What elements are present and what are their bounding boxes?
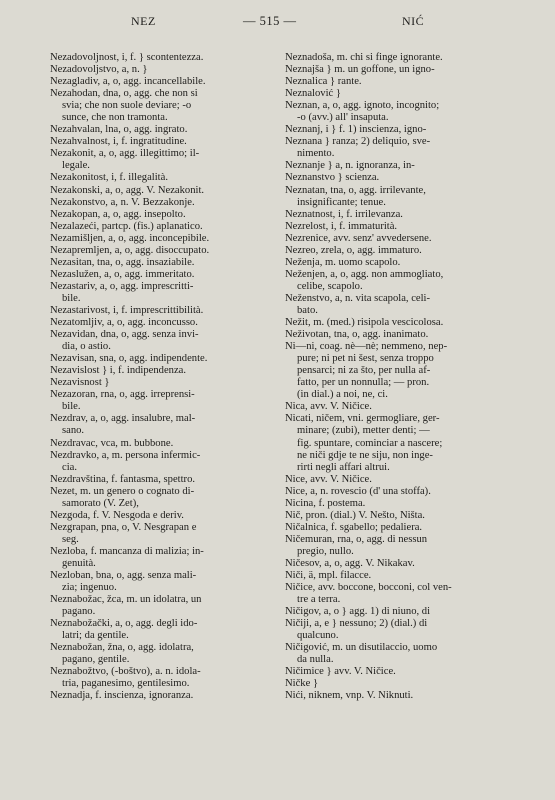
dictionary-line: Nezasitan, tna, o, agg. insaziabile. bbox=[50, 256, 195, 268]
dictionary-line: Nezalazeći, partcp. (fis.) aplanatico. bbox=[50, 220, 203, 232]
dictionary-line: pagano. bbox=[62, 606, 96, 618]
dictionary-line: Nezloba, f. mancanza di malizia; in- bbox=[50, 545, 204, 557]
dictionary-line: Nezrelost, i, f. immaturità. bbox=[285, 220, 398, 232]
dictionary-line: -o (avv.) all' insaputa. bbox=[297, 112, 389, 124]
dictionary-line: Ničemuran, rna, o, agg. di nessun bbox=[285, 533, 428, 545]
dictionary-line: minare; (zubi), metter denti; — bbox=[297, 425, 430, 437]
dictionary-line: Ničiji, a, e } nessuno; 2) (dial.) di bbox=[285, 618, 428, 630]
dictionary-line: qualcuno. bbox=[297, 630, 339, 642]
dictionary-line: Nezagladiv, a, o, agg. incancellabile. bbox=[50, 76, 206, 88]
dictionary-line: Nezahodan, dna, o, agg. che non si bbox=[50, 88, 198, 100]
dictionary-line: rirti negli affari altrui. bbox=[297, 461, 390, 473]
dictionary-line: tre a terra. bbox=[297, 594, 341, 606]
dictionary-line: Nezakonstvo, a, n. V. Bezzakonje. bbox=[50, 196, 195, 208]
dictionary-line: Nezdravac, vca, m. bubbone. bbox=[50, 437, 174, 449]
dictionary-line: Nezloban, bna, o, agg. senza mali- bbox=[50, 570, 197, 582]
dictionary-line: Nezreo, zrela, o, agg. immaturo. bbox=[285, 244, 422, 256]
dictionary-line: cia. bbox=[62, 461, 77, 473]
dictionary-line: Ničke } bbox=[285, 678, 319, 690]
dictionary-line: sunce, che non tramonta. bbox=[62, 112, 168, 124]
dictionary-line: Neznabožac, žca, m. un idolatra, un bbox=[50, 594, 202, 606]
dictionary-line: Ničesov, a, o, agg. V. Nikakav. bbox=[285, 557, 415, 569]
dictionary-line: fatto, per un nonnulla; — pron. bbox=[297, 377, 430, 389]
dictionary-line: latri; da gentile. bbox=[62, 630, 129, 642]
dictionary-line: Nezdrav, a, o, agg. insalubre, mal- bbox=[50, 413, 196, 425]
dictionary-line: pregio, nullo. bbox=[297, 545, 354, 557]
dictionary-line: Neženstvo, a, n. vita scapola, celi- bbox=[285, 292, 431, 304]
dictionary-line: seg. bbox=[62, 533, 79, 545]
dictionary-line: Neznabožan, žna, o, agg. idolatra, bbox=[50, 642, 194, 654]
dictionary-line: dia, o astio. bbox=[62, 341, 111, 353]
dictionary-line: Nezazoran, rna, o, agg. irreprensi- bbox=[50, 389, 195, 401]
right-column bbox=[285, 52, 507, 703]
dictionary-line: Nezavidan, dna, o, agg. senza invi- bbox=[50, 329, 199, 341]
dictionary-line: Neznabožački, a, o, agg. degli ido- bbox=[50, 618, 198, 630]
dictionary-line: Ničimice } avv. V. Ničice. bbox=[285, 666, 396, 678]
dictionary-line: Nezadovoljnost, i, f. } scontentezza. bbox=[50, 52, 204, 63]
dictionary-line: Nezrenice, avv. senz' avvedersene. bbox=[285, 232, 432, 244]
dictionary-line: Neznana } ranza; 2) deliquio, sve- bbox=[285, 136, 431, 148]
dictionary-line: Neznalica } rante. bbox=[285, 76, 362, 88]
dictionary-line: Nezamišljen, a, o, agg. inconcepibile. bbox=[50, 232, 210, 244]
dictionary-line: da nulla. bbox=[297, 654, 334, 666]
dictionary-line: pagano, gentile. bbox=[62, 654, 130, 666]
dictionary-line: svia; che non suole deviare; -o bbox=[62, 100, 192, 112]
dictionary-line: Neznanje } a, n. ignoranza, in- bbox=[285, 160, 415, 172]
left-column bbox=[50, 52, 282, 703]
dictionary-line: Neznatnost, i, f. irrilevanza. bbox=[285, 208, 403, 220]
dictionary-line: Nezastariv, a, o, agg. imprescritti- bbox=[50, 280, 194, 292]
dictionary-line: genuità. bbox=[62, 557, 96, 569]
dictionary-line: Nezakonski, a, o, agg. V. Nezakonit. bbox=[50, 184, 205, 196]
dictionary-line: Nezdravko, a, m. persona infermic- bbox=[50, 449, 201, 461]
dictionary-line: Neženja, m. uomo scapolo. bbox=[285, 256, 401, 268]
dictionary-line: pensarci; ni za što, per nulla af- bbox=[297, 365, 431, 377]
dictionary-line: Nice, avv. V. Ničice. bbox=[285, 473, 372, 485]
dictionary-line: Neznabožtvo, (-boštvo), a. n. idola- bbox=[50, 666, 201, 678]
dictionary-line: Nezastarivost, i, f. imprescrittibilità. bbox=[50, 304, 204, 316]
running-head-right: NIĆ bbox=[402, 14, 425, 28]
dictionary-line: Nezet, m. un genero o cognato di- bbox=[50, 485, 195, 497]
dictionary-line: Niči, ä, mpl. filacce. bbox=[285, 570, 372, 582]
dictionary-line: Nezavisnost } bbox=[50, 377, 110, 389]
dictionary-line: Neznadja, f. inscienza, ignoranza. bbox=[50, 690, 194, 702]
dictionary-line: Ničice, avv. boccone, bocconi, col ven- bbox=[285, 582, 452, 594]
dictionary-line: Nezapremljen, a, o, agg. disoccupato. bbox=[50, 244, 210, 256]
dictionary-line: Nezahvalnost, i, f. ingratitudine. bbox=[50, 136, 187, 148]
dictionary-line: Ničigović, m. un disutilaccio, uomo bbox=[285, 642, 438, 654]
dictionary-line: insignificante; tenue. bbox=[297, 196, 386, 208]
dictionary-line: Nica, avv. V. Ničice. bbox=[285, 401, 372, 413]
dictionary-line: Neženjen, a, o, agg. non ammogliato, bbox=[285, 268, 444, 280]
dictionary-line: nimento. bbox=[297, 148, 335, 160]
dictionary-line: Nezdravština, f. fantasma, spettro. bbox=[50, 473, 196, 485]
dictionary-line: Nezavisan, sna, o, agg. indipendente. bbox=[50, 353, 208, 365]
dictionary-line: Nicina, f. postema. bbox=[285, 497, 366, 509]
dictionary-line: Nezavislost } i, f. indipendenza. bbox=[50, 365, 186, 377]
dictionary-line: Neznan, a, o, agg. ignoto, incognito; bbox=[285, 100, 440, 112]
dictionary-line: bato. bbox=[297, 304, 318, 316]
dictionary-line: Neživotan, tna, o, agg. inanimato. bbox=[285, 329, 429, 341]
dictionary-line: Nezgoda, f. V. Nesgoda e deriv. bbox=[50, 509, 184, 521]
dictionary-line: zia; ingenuo. bbox=[62, 582, 117, 594]
dictionary-line: Nezgrapan, pna, o, V. Nesgrapan e bbox=[50, 521, 197, 533]
dictionary-line: (in dial.) a noi, ne, ci. bbox=[297, 389, 388, 401]
dictionary-line: tria, paganesimo, gentilesimo. bbox=[62, 678, 190, 690]
dictionary-line: Nice, a, n. rovescio (d' una stoffa). bbox=[285, 485, 431, 497]
dictionary-line: Nezakopan, a, o, agg. insepolto. bbox=[50, 208, 186, 220]
dictionary-line: samorato (V. Zet), bbox=[62, 497, 139, 509]
dictionary-line: Nezaslužen, a, o, agg. immeritato. bbox=[50, 268, 195, 280]
dictionary-line: Ničalnica, f. sgabello; pedaliera. bbox=[285, 521, 423, 533]
running-head-left: NEZ bbox=[131, 14, 156, 28]
dictionary-line: sano. bbox=[62, 425, 85, 437]
dictionary-line: Neznajša } m. un goffone, un igno- bbox=[285, 64, 435, 76]
dictionary-line: Neznalović } bbox=[285, 88, 341, 100]
dictionary-line: Neznanstvo } scienza. bbox=[285, 172, 380, 184]
page-number: — 515 — bbox=[243, 14, 297, 28]
dictionary-line: Nezadovoljstvo, a, n. } bbox=[50, 64, 148, 76]
dictionary-line: bile. bbox=[62, 401, 81, 413]
dictionary-line: Nezakonitost, i, f. illegalità. bbox=[50, 172, 168, 184]
dictionary-line: Nicati, ničem, vni. germogliare, ger- bbox=[285, 413, 440, 425]
dictionary-line: legale. bbox=[62, 160, 90, 172]
dictionary-line: ne niči gdje te ne siju, non inge- bbox=[297, 449, 433, 461]
dictionary-line: Neznatan, tna, o, agg. irrilevante, bbox=[285, 184, 426, 196]
dictionary-line: Nežit, m. (med.) risipola vescicolosa. bbox=[285, 317, 444, 329]
dictionary-line: bile. bbox=[62, 292, 81, 304]
dictionary-line: Neznanj, i } f. 1) inscienza, igno- bbox=[285, 124, 427, 136]
dictionary-line: Nići, niknem, vnp. V. Niknuti. bbox=[285, 690, 414, 702]
dictionary-line: fig. spuntare, cominciar a nascere; bbox=[297, 437, 443, 449]
dictionary-line: Ničigov, a, o } agg. 1) di niuno, di bbox=[285, 606, 431, 618]
dictionary-line: Ni—ni, coag. nè—nè; nemmeno, nep- bbox=[285, 341, 448, 353]
dictionary-line: Nič, pron. (dial.) V. Nešto, Ništa. bbox=[285, 509, 425, 521]
dictionary-line: celibe, scapolo. bbox=[297, 280, 363, 292]
dictionary-line: pure; ni pet ni šest, senza troppo bbox=[297, 353, 434, 365]
dictionary-line: Nezahvalan, lna, o, agg. ingrato. bbox=[50, 124, 188, 136]
dictionary-line: Nezakonit, a, o, agg. illegittimo; il- bbox=[50, 148, 200, 160]
dictionary-line: Nezatomljiv, a, o, agg. inconcusso. bbox=[50, 317, 198, 329]
dictionary-line: Neznadoša, m. chi si finge ignorante. bbox=[285, 52, 443, 63]
